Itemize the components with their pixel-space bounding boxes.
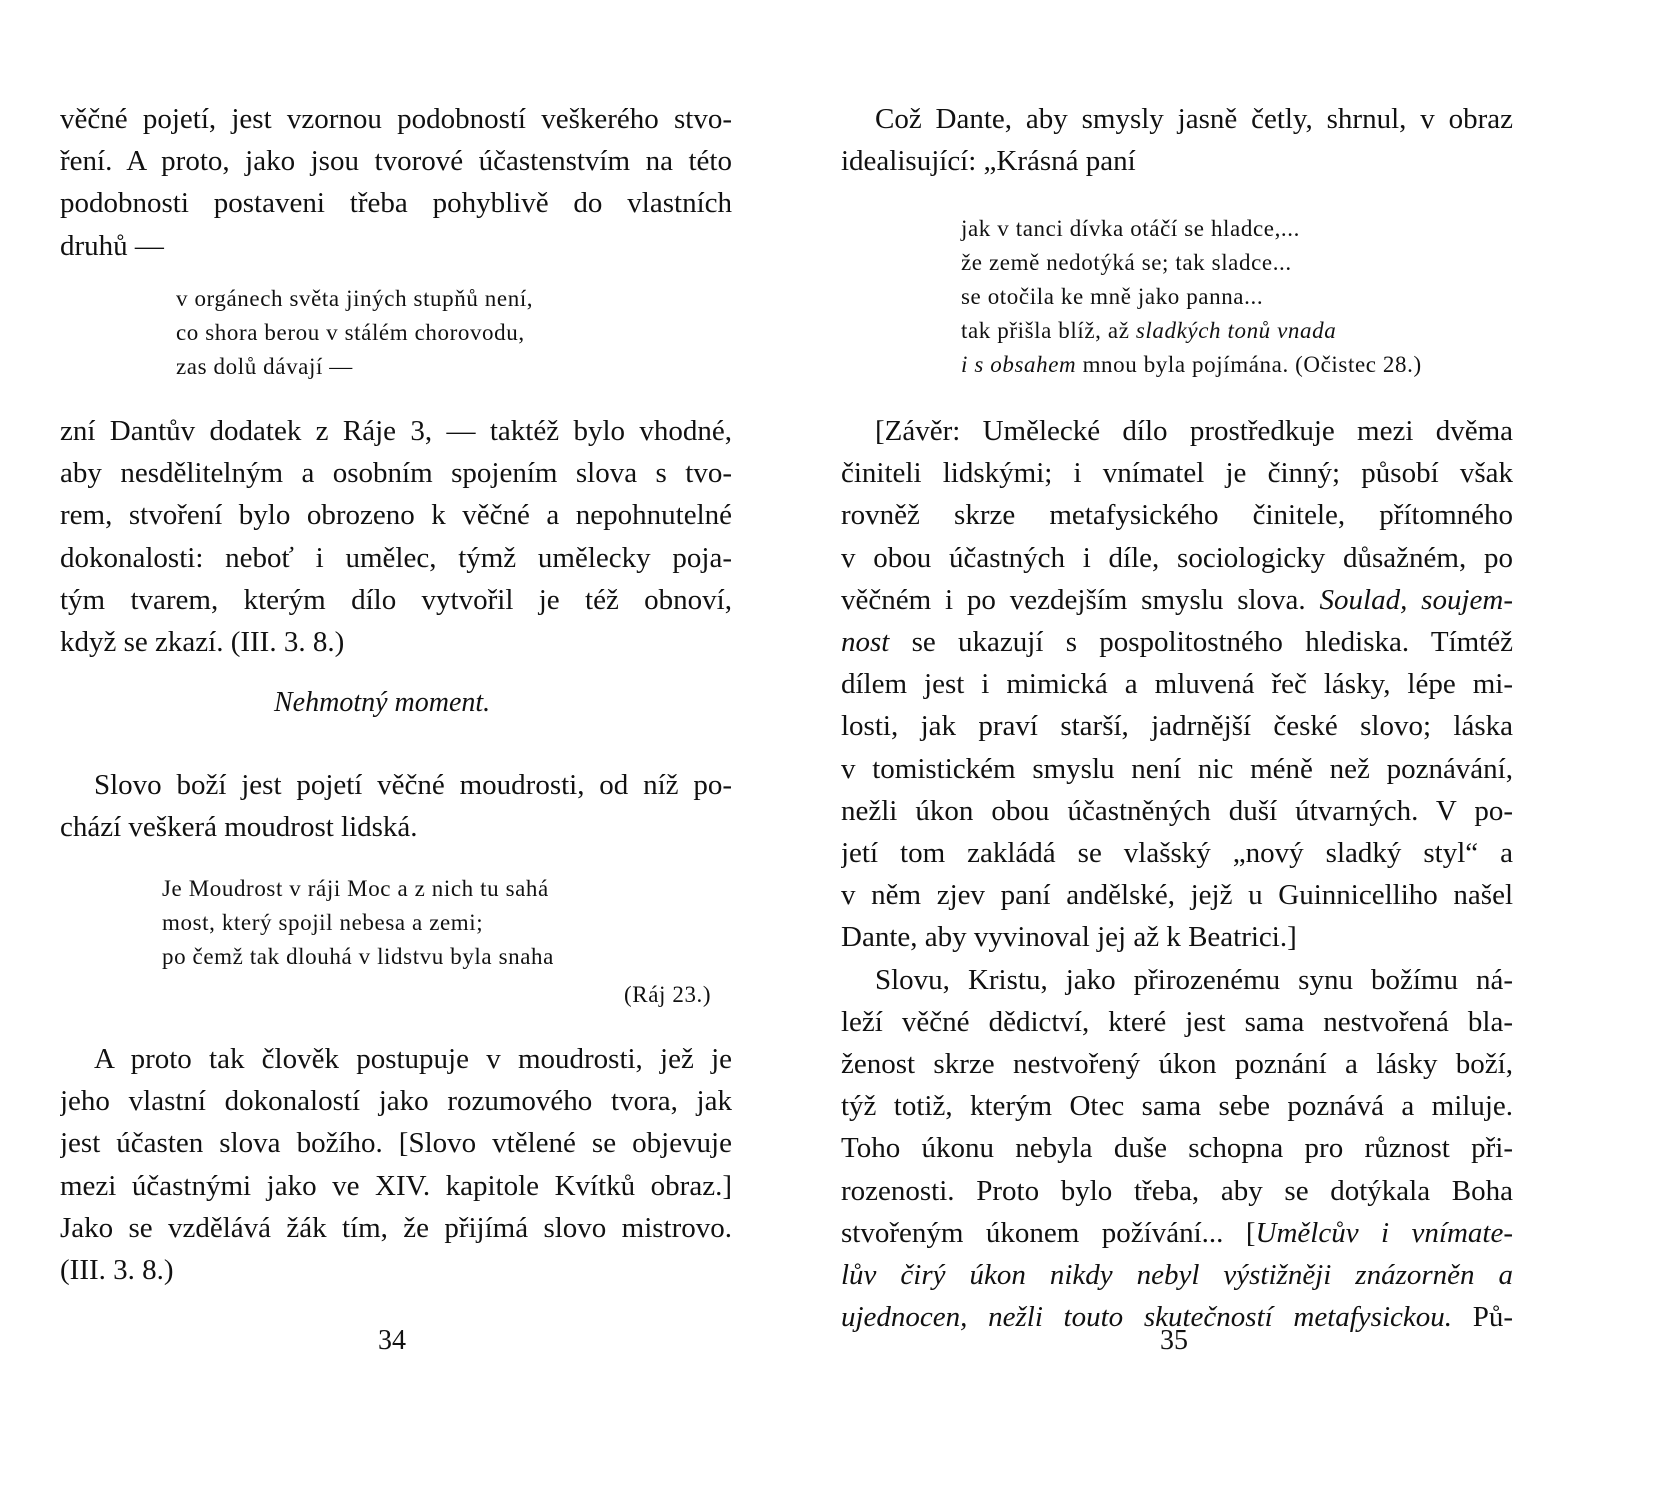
text-line: chází veškerá moudrost lidská.: [60, 811, 418, 844]
text-line: věčné pojetí, jest vzornou podobností veškerého stvo-: [60, 103, 732, 135]
text-line: Což Dante, aby smysly jasně četly, shrnul, v obraz: [875, 103, 1513, 135]
text-line: podobnosti postaveni třeba pohyblivě do vlastních: [60, 187, 732, 220]
text-line: (III. 3. 8.): [60, 1254, 174, 1287]
verse-line: zas dolů dávají —: [176, 354, 353, 379]
right-page: [833, 0, 1666, 1500]
text-line: mezi účastnými jako ve XIV. kapitole Kvítků obraz.]: [60, 1169, 732, 1202]
left-verse-1: [176, 282, 533, 384]
text-line: rovněž skrze metafysického činitele, přítomného: [841, 499, 1513, 532]
text-line: nežli úkon obou účastněných duší útvarných. V po-: [841, 794, 1513, 827]
text-line: ření. A proto, jako jsou tvorové účastenstvím na této: [60, 145, 732, 178]
text-line: ujednocen, nežli touto skutečností metafysickou. Pů-: [841, 1301, 1513, 1334]
text-line: v tomistickém smyslu není nic méně než poznávání,: [841, 752, 1513, 785]
text-line: Jako se vzdělává žák tím, že přijímá slovo mistrovo.: [60, 1211, 732, 1244]
left-verse-2: [162, 872, 554, 974]
section-heading: Nehmotný moment.: [274, 687, 491, 718]
verse-line: most, který spojil nebesa a zemi;: [162, 910, 484, 935]
text-line: dílem jest i mimická a mluvená řeč lásky, lépe mi-: [841, 668, 1513, 701]
text-line: v něm zjev paní andělské, jejž u Guinnicelliho našel: [841, 879, 1513, 912]
text-line: jest účasten slova božího. [Slovo vtělené se objevuje: [60, 1127, 732, 1160]
verse-line: jak v tanci dívka otáčí se hladce,...: [961, 216, 1300, 241]
left-paragraph-4: [60, 1038, 732, 1291]
text-line: rem, stvoření bylo obrozeno k věčné a nepohnutelné: [60, 499, 732, 532]
text-line: ženost skrze nestvořený úkon poznání a lásky boží,: [841, 1048, 1513, 1081]
text-line: jeho vlastní dokonalostí jako rozumového tvora, jak: [60, 1085, 732, 1118]
left-paragraph-2: [60, 410, 732, 663]
text-line: dokonalosti: neboť i umělec, týmž umělecky poja-: [60, 541, 732, 574]
text-line: aby nesdělitelným a osobním spojením slova s tvo-: [60, 457, 732, 490]
text-line: A proto tak člověk postupuje v moudrosti, jež je: [94, 1043, 732, 1075]
text-line: druhů —: [60, 229, 164, 262]
text-line: [Závěr: Umělecké dílo prostředkuje mezi dvěma: [875, 415, 1513, 447]
text-line: věčném i po vezdejším smyslu slova. Soulad, soujem-: [841, 583, 1513, 616]
text-line: losti, jak praví starší, jadrnější české slovo; láska: [841, 710, 1513, 743]
text-line: činiteli lidskými; i vnímatel je činný; působí však: [841, 457, 1513, 490]
text-line: stvořeným úkonem požívání... [Umělcův i vnímate-: [841, 1216, 1513, 1249]
text-line: Dante, aby vyvinoval jej až k Beatrici.]: [841, 921, 1297, 954]
right-paragraph-1: [841, 98, 1513, 182]
right-verse: [961, 212, 1422, 382]
left-paragraph-3: [60, 764, 732, 848]
verse-line: se otočila ke mně jako panna...: [961, 284, 1264, 309]
text-line: tým tvarem, kterým dílo vytvořil je též obnoví,: [60, 583, 732, 616]
page-number: 35: [1160, 1325, 1188, 1356]
text-line: Slovu, Kristu, jako přirozenému synu božímu ná-: [875, 963, 1513, 996]
text-line: nost se ukazují s pospolitostného hlediska. Tímtéž: [841, 626, 1513, 659]
verse-line: tak přišla blíž, až sladkých tonů vnada: [961, 318, 1337, 343]
verse-line: že země nedotýká se; tak sladce...: [961, 250, 1292, 275]
verse-line: po čemž tak dlouhá v lidstvu byla snaha: [162, 944, 554, 969]
verse-citation: (Ráj 23.): [624, 982, 712, 1007]
text-line: zní Dantův dodatek z Ráje 3, — taktéž bylo vhodné,: [60, 415, 732, 447]
page-number: 34: [378, 1325, 406, 1356]
text-line: leží věčné dědictví, které jest sama nestvořená bla-: [841, 1005, 1513, 1038]
text-line: rozenosti. Proto bylo třeba, aby se dotýkala Boha: [841, 1174, 1513, 1207]
text-line: lův čirý úkon nikdy nebyl výstižněji znázorněn a: [841, 1259, 1513, 1292]
left-paragraph-1: [60, 98, 732, 267]
verse-line: Je Moudrost v ráji Moc a z nich tu sahá: [162, 876, 549, 901]
verse-line: i s obsahem mnou byla pojímána. (Očistec 28.): [961, 352, 1422, 377]
text-line: týž totiž, kterým Otec sama sebe poznává a miluje.: [841, 1090, 1513, 1123]
text-line: Toho úkonu nebyla duše schopna pro různost při-: [841, 1132, 1513, 1165]
text-line: jetí tom zakládá se vlašský „nový sladký styl“ a: [841, 837, 1513, 870]
text-line: idealisující: „Krásná paní: [841, 145, 1136, 178]
right-paragraph-2: [841, 410, 1513, 1338]
verse-line: v orgánech světa jiných stupňů není,: [176, 286, 534, 311]
verse-line: co shora berou v stálém chorovodu,: [176, 320, 525, 345]
text-line: Slovo boží jest pojetí věčné moudrosti, od níž po-: [94, 769, 732, 801]
text-line: když se zkazí. (III. 3. 8.): [60, 626, 345, 659]
text-line: v obou účastných i díle, sociologicky důsažném, po: [841, 541, 1513, 574]
